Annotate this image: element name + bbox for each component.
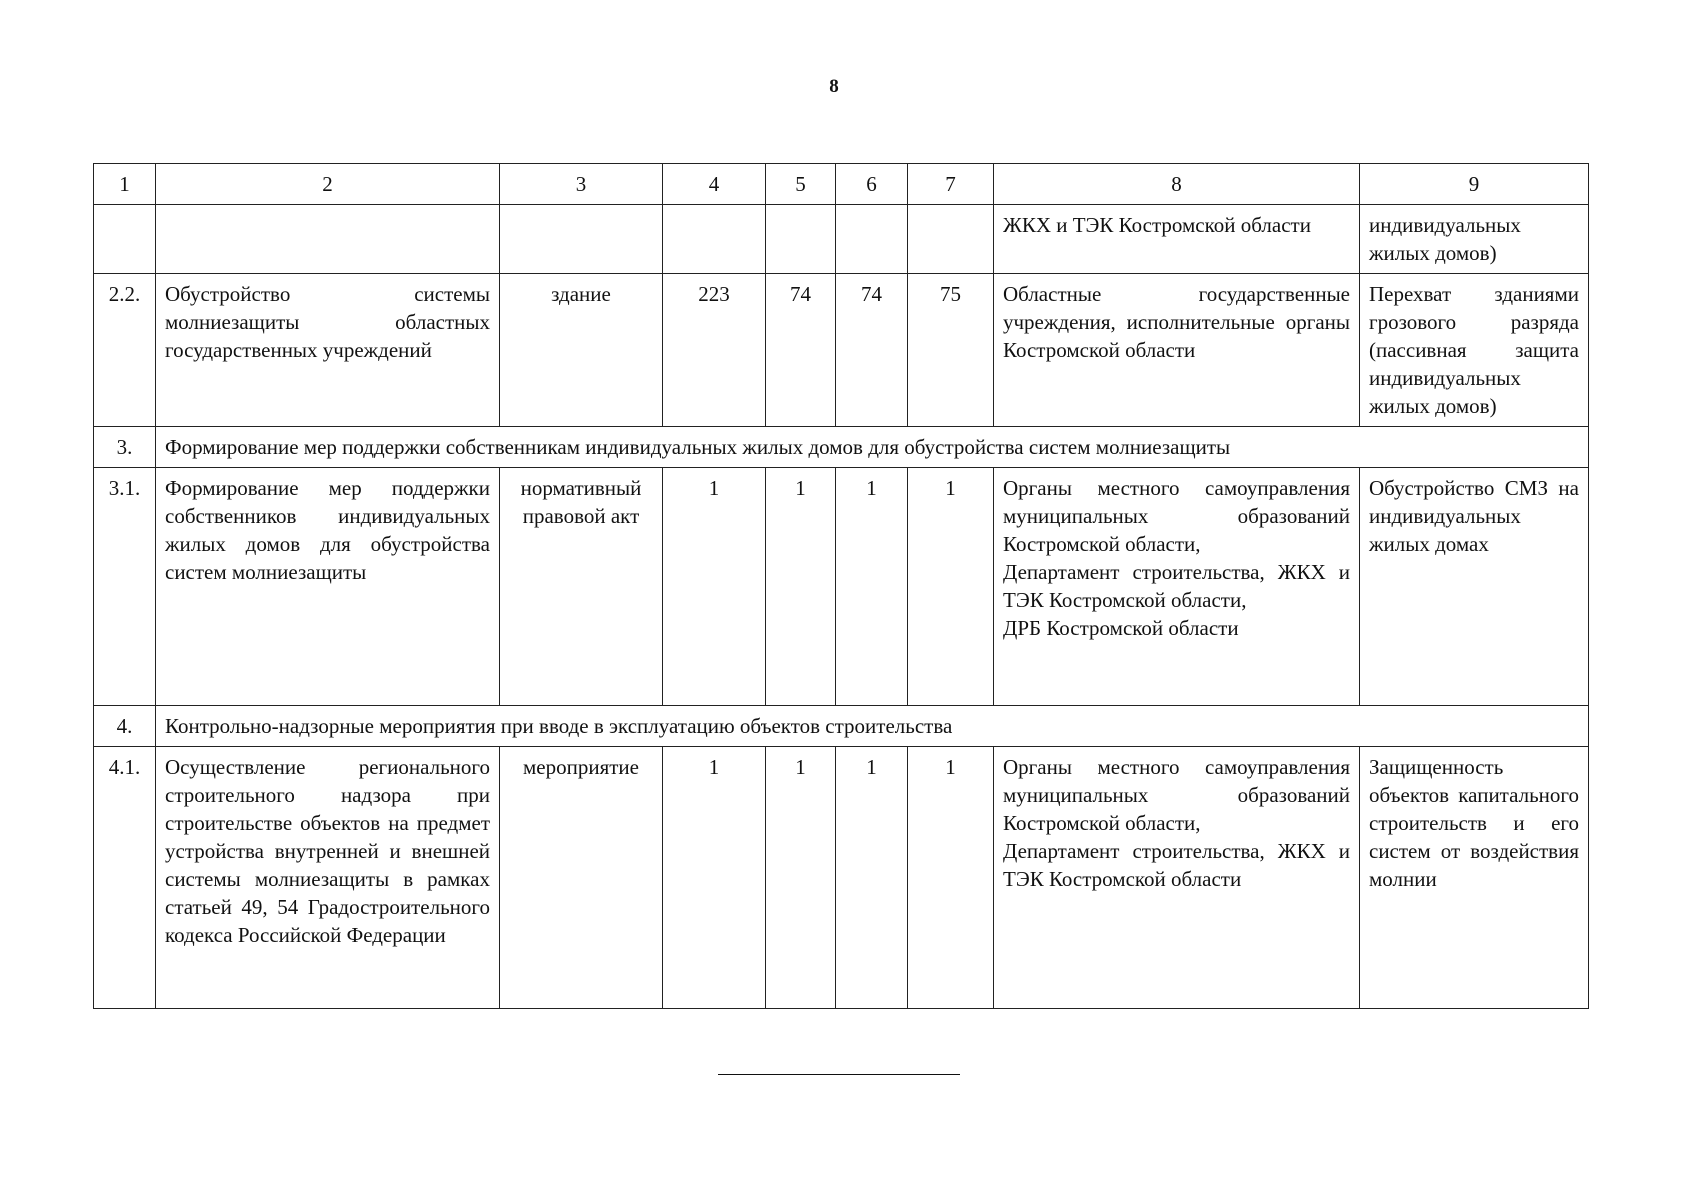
row-number: 3.1. xyxy=(94,468,156,706)
value-col6: 74 xyxy=(836,274,908,427)
row-number: 2.2. xyxy=(94,274,156,427)
table-row xyxy=(94,747,1589,1009)
measure-name: Формирование мер поддержки собственников индивидуальных жилых домов для обустройства систем молниезащиты xyxy=(156,468,500,706)
section-number: 4. xyxy=(94,706,156,747)
value-col7: 1 xyxy=(908,468,994,706)
row-number xyxy=(94,205,156,274)
measures-table xyxy=(93,163,1589,1009)
executor-line: Департамент строительства, ЖКХ и ТЭК Костромской области xyxy=(1003,839,1350,891)
header-cell: 9 xyxy=(1360,164,1589,205)
unit: нормативный правовой акт xyxy=(500,468,663,706)
result: Перехват зданиями грозового разряда (пассивная защита индивидуальных жилых домов) xyxy=(1360,274,1589,427)
value-col4: 223 xyxy=(663,274,766,427)
value-col6 xyxy=(836,205,908,274)
value-col6: 1 xyxy=(836,747,908,1009)
executor: Областные государственные учреждения, исполнительные органы Костромской области xyxy=(994,274,1360,427)
result: Защищенность объектов капитального строительств и его систем от воздействия молнии xyxy=(1360,747,1589,1009)
section-number: 3. xyxy=(94,427,156,468)
executor xyxy=(994,747,1360,1009)
value-col7: 1 xyxy=(908,747,994,1009)
end-rule xyxy=(718,1074,960,1075)
value-col5 xyxy=(766,205,836,274)
value-col5: 1 xyxy=(766,747,836,1009)
unit: мероприятие xyxy=(500,747,663,1009)
header-cell: 1 xyxy=(94,164,156,205)
executor: ЖКХ и ТЭК Костромской области xyxy=(994,205,1360,274)
result: индивидуальных жилых домов) xyxy=(1360,205,1589,274)
table-row xyxy=(94,468,1589,706)
executor-line: Департамент строительства, ЖКХ и ТЭК Костромской области, xyxy=(1003,560,1350,612)
header-cell: 8 xyxy=(994,164,1360,205)
value-col4: 1 xyxy=(663,468,766,706)
executor xyxy=(994,468,1360,706)
row-number: 4.1. xyxy=(94,747,156,1009)
unit: здание xyxy=(500,274,663,427)
section-title: Контрольно-надзорные мероприятия при вводе в эксплуатацию объектов строительства xyxy=(156,706,1589,747)
section-row xyxy=(94,706,1589,747)
header-cell: 7 xyxy=(908,164,994,205)
header-cell: 5 xyxy=(766,164,836,205)
executor-line: ДРБ Костромской области xyxy=(1003,616,1239,640)
page-number: 8 xyxy=(829,76,839,97)
value-col7: 75 xyxy=(908,274,994,427)
value-col7 xyxy=(908,205,994,274)
header-cell: 3 xyxy=(500,164,663,205)
value-col6: 1 xyxy=(836,468,908,706)
value-col5: 74 xyxy=(766,274,836,427)
executor-line: Органы местного самоуправления муниципальных образований Костромской области, xyxy=(1003,755,1350,835)
header-cell: 2 xyxy=(156,164,500,205)
table-row xyxy=(94,274,1589,427)
value-col4: 1 xyxy=(663,747,766,1009)
unit xyxy=(500,205,663,274)
value-col5: 1 xyxy=(766,468,836,706)
executor-line: Органы местного самоуправления муниципальных образований Костромской области, xyxy=(1003,476,1350,556)
header-cell: 4 xyxy=(663,164,766,205)
table-header-row xyxy=(94,164,1589,205)
result: Обустройство СМЗ на индивидуальных жилых домах xyxy=(1360,468,1589,706)
section-title: Формирование мер поддержки собственникам индивидуальных жилых домов для обустройства систем молниезащиты xyxy=(156,427,1589,468)
section-row xyxy=(94,427,1589,468)
measure-name: Обустройство системы молниезащиты областных государственных учреждений xyxy=(156,274,500,427)
measure-name: Осуществление регионального строительного надзора при строительстве объектов на предмет устройства внутренней и внешней системы молниезащиты в рамках статьей 49, 54 Градостроительного кодекса Российской Федерации xyxy=(156,747,500,1009)
table-row xyxy=(94,205,1589,274)
measure-name xyxy=(156,205,500,274)
header-cell: 6 xyxy=(836,164,908,205)
value-col4 xyxy=(663,205,766,274)
